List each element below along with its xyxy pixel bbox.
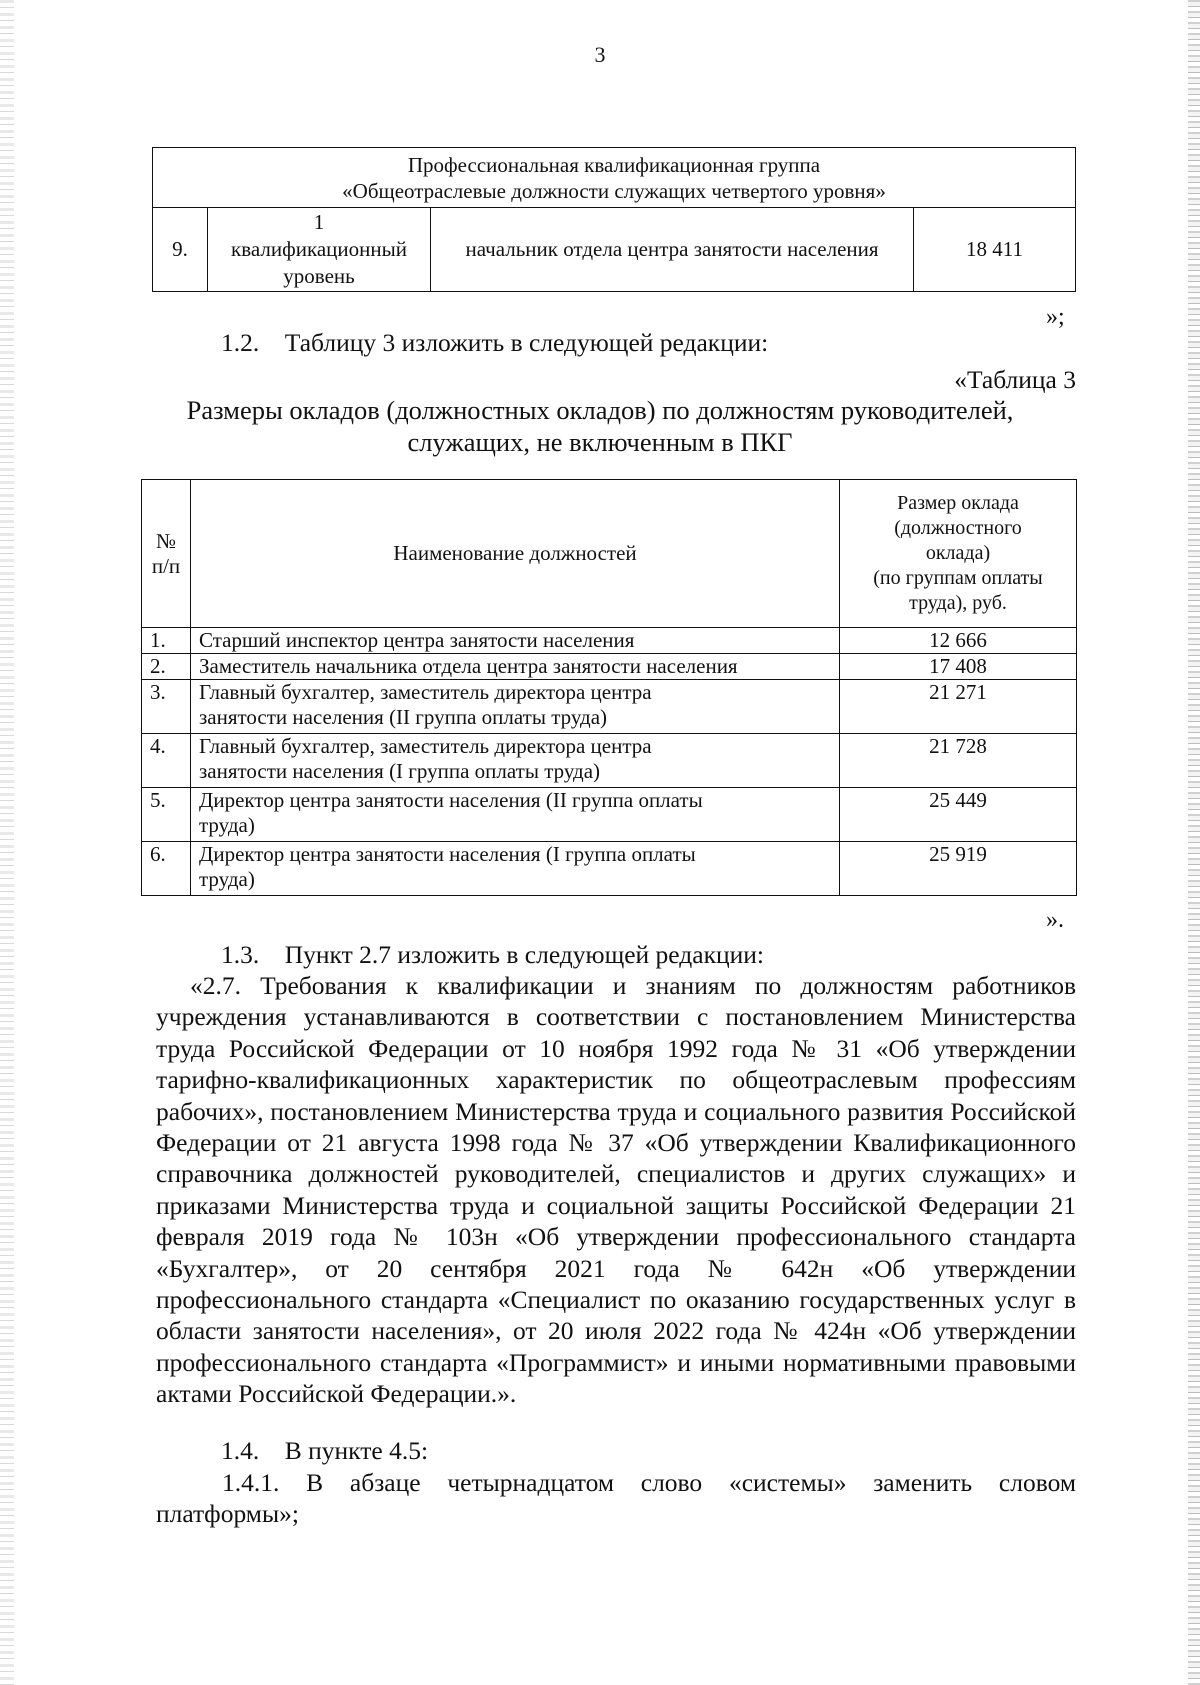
row-name-line2: труда) (199, 813, 255, 837)
pkg-level-line2: квалификационный (231, 237, 407, 261)
row-name-line2: занятости населения (II группа оплаты труда) (199, 705, 608, 729)
row-salary: 17 408 (840, 654, 1077, 680)
row-name (191, 788, 840, 842)
table3-title-line2: служащих, не включенным в ПКГ (407, 427, 793, 457)
row-name (191, 734, 840, 788)
row-num: 2. (142, 654, 191, 680)
table3-title-line1: Размеры окладов (должностных окладов) по должностям руководителей, (186, 395, 1014, 425)
pkg-table (152, 147, 1076, 292)
row-num: 4. (142, 734, 191, 788)
row-name (191, 628, 840, 654)
header-num-line2: п/п (151, 553, 181, 578)
pkg-header-line2: «Общеотраслевые должности служащих четвертого уровня» (342, 178, 886, 203)
header-salary-line3: оклада) (925, 542, 991, 564)
row-name-line1: Директор центра занятости населения (I группа оплаты (199, 842, 696, 866)
close-quote-2: ». (1046, 907, 1064, 933)
table3-label: «Таблица 3 (954, 365, 1076, 394)
table-row (142, 788, 1077, 842)
salary-table-header (142, 480, 1077, 628)
pkg-level-line3: уровень (283, 264, 355, 288)
row-salary: 21 728 (840, 734, 1077, 788)
table-row (142, 734, 1077, 788)
row-salary: 12 666 (840, 628, 1077, 654)
header-salary-line4: (по группам оплаты (873, 567, 1043, 589)
item-1-4: 1.4. В пункте 4.5: (221, 1436, 429, 1465)
row-name-line1: Главный бухгалтер, заместитель директора центра (199, 680, 652, 704)
item-1-4-1: 1.4.1. В абзаце четырнадцатом слово «системы» заменить словом платформы»; (156, 1468, 1076, 1529)
header-num-line1: № (155, 528, 177, 553)
row-salary: 25 449 (840, 788, 1077, 842)
row-name-line1: Старший инспектор центра занятости населения (199, 628, 635, 652)
page-number: 3 (594, 42, 606, 67)
row-num: 3. (142, 680, 191, 734)
row-name-line2: труда) (199, 867, 255, 891)
table-row (142, 842, 1077, 896)
row-name-line2: занятости населения (I группа оплаты труда) (199, 759, 601, 783)
pkg-table-header (153, 148, 1076, 208)
paragraph-2-7: «2.7. Требования к квалификации и знаниям по должностям работников учреждения устанавливаются в соответствии с постановлением Министерства труда Российской Федерации от 10 ноября 1992 года № 31 «Об утверждении тарифно-квалификационных характеристик по общеотраслевым профессиям рабочих», постановлением Министерства труда и социального развития Российской Федерации от 21 августа 1998 года № 37 «Об утверждении Квалификационного справочника должностей руководителей, специалистов и других служащих» и приказами Министерства труда и социальной защиты Российской Федерации 21 февраля 2019 года № 103н «Об утверждении профессионального стандарта «Бухгалтер», от 20 сентября 2021 года № 642н «Об утверждении профессионального стандарта «Специалист по оказанию государственных услуг в области занятости населения», от 20 июля 2022 года № 424н «Об утверждении профессионального стандарта «Программист» и иными нормативными правовыми актами Российской Федерации.». (156, 971, 1076, 1409)
row-name-line1: Директор центра занятости населения (II группа оплаты (199, 788, 703, 812)
table-row (142, 654, 1077, 680)
row-salary: 25 919 (840, 842, 1077, 896)
row-name-line1: Главный бухгалтер, заместитель директора центра (199, 734, 652, 758)
row-name (191, 842, 840, 896)
salary-table (141, 479, 1077, 896)
pkg-header-line1: Профессиональная квалификационная группа (407, 152, 821, 177)
header-salary-line2: (должностного (894, 517, 1022, 539)
row-name (191, 654, 840, 680)
header-salary-line1: Размер оклада (897, 492, 1019, 514)
row-name-line1: Заместитель начальника отдела центра занятости населения (199, 654, 738, 678)
scan-edge-left (0, 0, 14, 1685)
row-num: 6. (142, 842, 191, 896)
pkg-row-salary: 18 411 (914, 208, 1076, 292)
pkg-row-position: начальник отдела центра занятости населения (431, 208, 914, 292)
row-salary: 21 271 (840, 680, 1077, 734)
table-row (153, 208, 1076, 292)
row-num: 1. (142, 628, 191, 654)
scan-edge-right (1188, 0, 1200, 1685)
close-quote-1: »; (1046, 304, 1065, 330)
header-num (142, 480, 191, 628)
table-row (142, 628, 1077, 654)
header-salary (840, 480, 1077, 628)
pkg-row-number: 9. (153, 208, 208, 292)
item-1-2: 1.2. Таблицу 3 изложить в следующей редакции: (221, 328, 769, 357)
header-salary-line5: труда), руб. (909, 592, 1007, 614)
table-row (142, 680, 1077, 734)
row-name (191, 680, 840, 734)
item-1-3: 1.3. Пункт 2.7 изложить в следующей редакции: (221, 940, 764, 969)
row-num: 5. (142, 788, 191, 842)
pkg-level-line1: 1 (313, 210, 325, 234)
header-name: Наименование должностей (191, 480, 840, 628)
pkg-row-level (208, 208, 431, 292)
